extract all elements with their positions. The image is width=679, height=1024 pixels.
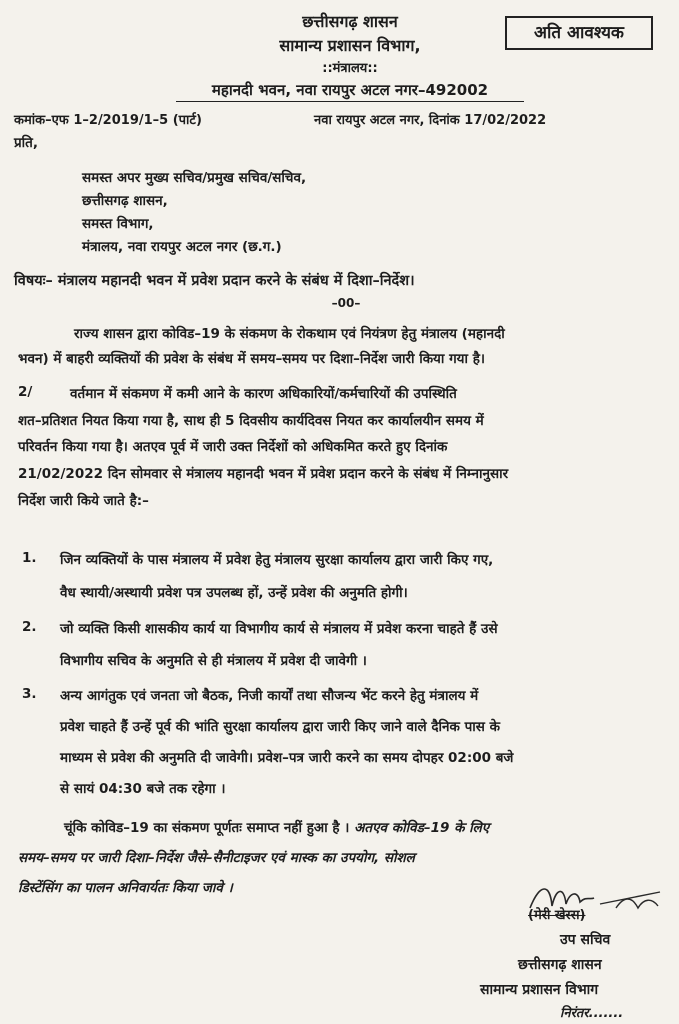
separator: –00–: [331, 296, 361, 310]
item-line: से सायं 04:30 बजे तक रहेगा ।: [60, 781, 226, 797]
continued-note: निरंतर.......: [560, 1006, 624, 1021]
item-number: 1.: [22, 550, 37, 566]
item-line: जो व्यक्ति किसी शासकीय कार्य या विभागीय कार्य से मंत्रालय में प्रवेश करना चाहते हैं उसे: [60, 621, 498, 637]
urgent-stamp: अति आवश्यक: [505, 16, 653, 50]
para2-line: शत–प्रतिशत नियत किया गया है, साथ ही 5 दिवसीय कार्यदिवस नियत कर कार्यालयीन समय में: [18, 413, 484, 429]
header-government: छत्तीसगढ़ शासन: [302, 12, 398, 31]
signatory-government: छत्तीसगढ़ शासन: [518, 957, 602, 973]
closing-normal: चूंकि कोविड–19 का संकमण पूर्णतः समाप्त नहीं हुआ है ।: [64, 820, 350, 836]
closing-line: समय–समय पर जारी दिशा–निर्देश जैसे–सैनीटाइजर एवं मास्क का उपयोग, सोशल: [18, 850, 415, 866]
item-line: अन्य आगंतुक एवं जनता जो बैठक, निजी कार्यों तथा सौजन्य भेंट करने हेतु मंत्रालय में: [60, 688, 479, 704]
para2-line: वर्तमान में संकमण में कमी आने के कारण अधिकारियों/कर्मचारियों की उपस्थिति: [70, 386, 457, 402]
place-date: नवा रायपुर अटल नगर, दिनांक 17/02/2022: [314, 113, 547, 128]
header-ministry: ::मंत्रालय::: [322, 61, 378, 76]
para2-line: निर्देश जारी किये जाते है:–: [18, 493, 149, 509]
recipient-line: समस्त अपर मुख्य सचिव/प्रमुख सचिव/सचिव,: [82, 170, 307, 186]
reference-number: कमांक–एफ 1–2/2019/1–5 (पार्ट): [14, 113, 202, 128]
signatory-designation: उप सचिव: [560, 932, 611, 948]
para1-line: भवन) में बाहरी व्यक्तियों की प्रवेश के संबंध में समय–समय पर दिशा–निर्देश जारी किया गया है।: [18, 351, 485, 367]
item-number: 3.: [22, 686, 37, 702]
item-line: वैध स्थायी/अस्थायी प्रवेश पत्र उपलब्ध हों, उन्हें प्रवेश की अनुमति होगी।: [60, 585, 408, 601]
item-line: विभागीय सचिव के अनुमति से ही मंत्रालय में प्रवेश दी जावेगी ।: [60, 653, 367, 669]
prati-label: प्रति,: [14, 135, 39, 151]
closing-line: डिस्टेंसिंग का पालन अनिवार्यतः किया जावे ।: [18, 880, 233, 896]
signatory-department: सामान्य प्रशासन विभाग: [480, 982, 599, 998]
item-number: 2.: [22, 619, 37, 635]
subject-line: विषयः– मंत्रालय महानदी भवन में प्रवेश प्रदान करने के संबंध में दिशा–निर्देश।: [14, 273, 415, 289]
header-address: महानदी भवन, नवा रायपुर अटल नगर–492002: [176, 80, 524, 102]
closing-italic: अतएव कोविड–19 के लिए: [354, 820, 490, 836]
recipient-line: छत्तीसगढ़ शासन,: [82, 193, 168, 209]
para2-line: 21/02/2022 दिन सोमवार से मंत्रालय महानदी भवन में प्रवेश प्रदान करने के संबंध में निम्नानुसार: [18, 466, 509, 482]
para1-line: राज्य शासन द्वारा कोविड–19 के संकमण के रोकथाम एवं नियंत्रण हेतु मंत्रालय (महानदी: [74, 326, 505, 342]
recipient-line: मंत्रालय, नवा रायपुर अटल नगर (छ.ग.): [82, 239, 282, 255]
item-line: माध्यम से प्रवेश की अनुमति दी जावेगी। प्रवेश–पत्र जारी करने का समय दोपहर 02:00 बजे: [60, 750, 514, 766]
item-line: जिन व्यक्तियों के पास मंत्रालय में प्रवेश हेतु मंत्रालय सुरक्षा कार्यालय द्वारा जारी किए गए,: [60, 552, 494, 568]
recipient-line: समस्त विभाग,: [82, 216, 154, 232]
signatory-name: (मेरी खेस्स): [528, 908, 586, 923]
header-department: सामान्य प्रशासन विभाग,: [279, 36, 421, 55]
para2-line: परिवर्तन किया गया है। अतएव पूर्व में जारी उक्त निर्देशों को अधिकमित करते हुए दिनांक: [18, 439, 448, 455]
closing-line: [64, 818, 489, 836]
para2-number: 2/: [18, 384, 33, 400]
item-line: प्रवेश चाहते हैं उन्हें पूर्व की भांति सुरक्षा कार्यालय द्वारा जारी किए जाने वाले दैनिक पास के: [60, 719, 500, 735]
